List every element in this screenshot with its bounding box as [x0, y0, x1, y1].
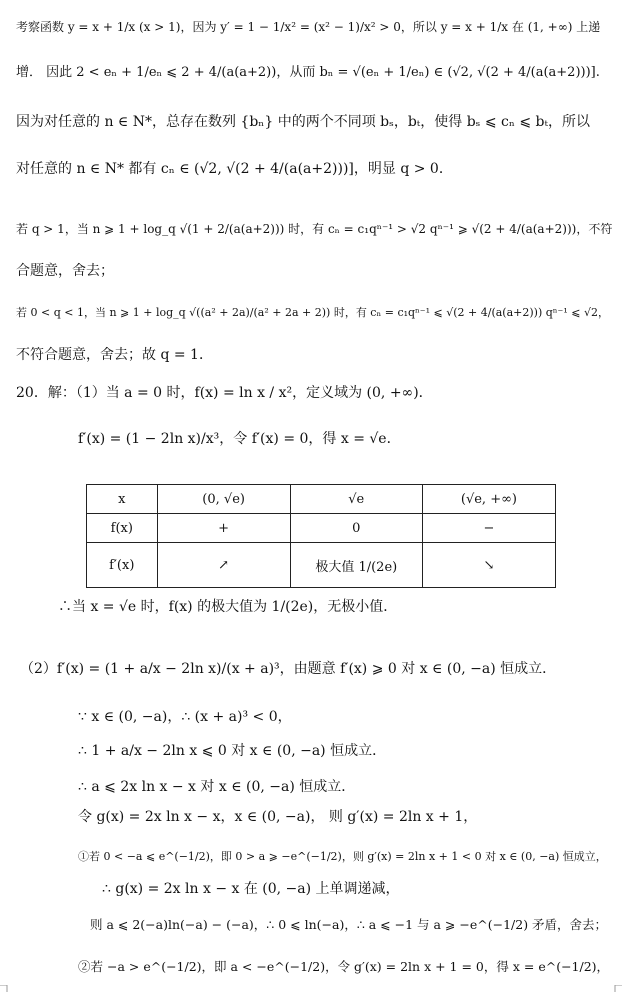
page-corner-mark-right [614, 985, 622, 993]
case-1-line: ①若 0 < −a ⩽ e^(−1/2)，即 0 > a ⩾ −e^(−1/2)，则 g′(x) = 2ln x + 1 < 0 对 x ∈ (0, −a) 恒成立， [78, 850, 607, 863]
text-line-7: 若 0 < q < 1，当 n ⩾ 1 + log_q √((a² + 2a)/(a² + 2a + 2)) 时，有 cₙ = c₁qⁿ⁻¹ ⩽ √(2 + 4/(a(a+2))) qⁿ⁻¹ ⩽ √2， [16, 306, 609, 319]
table-cell: ↗ [157, 543, 290, 588]
text-line-2: 增． 因此 2 < eₙ + 1/eₙ ⩽ 2 + 4/(a(a+2))，从而 bₙ = √(eₙ + 1/eₙ) ∈ (√2, √(2 + 4/(a(a+2)))]. [16, 65, 600, 80]
table-header-cell: √e [290, 485, 422, 514]
table-row [87, 514, 556, 543]
table-cell: + [157, 514, 290, 543]
case-1-monotone-line: ∴ g(x) = 2x ln x − x 在 (0, −a) 上单调递减， [102, 881, 400, 897]
variation-table [86, 484, 556, 588]
text-line-6: 合题意，舍去； [16, 263, 114, 279]
problem-20-heading: 20．解：（1）当 a = 0 时，f(x) = ln x / x²，定义域为 (0, +∞)． [16, 385, 433, 401]
case-1-contradiction-line: 则 a ⩽ 2(−a)ln(−a) − (−a)，∴ 0 ⩽ ln(−a)，∴ a ⩽ −1 与 a ⩾ −e^(−1/2) 矛盾，舍去； [90, 917, 608, 932]
derivative-line: f′(x) = (1 − 2ln x)/x³，令 f′(x) = 0，得 x = √e． [78, 431, 401, 447]
table-header-cell: (0, √e) [157, 485, 290, 514]
table-row [87, 543, 556, 588]
page-corner-mark-left [0, 985, 8, 993]
text-line-p2-1: ∵ x ∈ (0, −a)，∴ (x + a)³ < 0， [78, 709, 292, 725]
text-line-p2-2: ∴ 1 + a/x − 2ln x ⩽ 0 对 x ∈ (0, −a) 恒成立． [78, 743, 387, 759]
text-line-1: 考察函数 y = x + 1/x (x > 1)，因为 y′ = 1 − 1/x² = (x² − 1)/x² > 0，所以 y = x + 1/x 在 (1, +∞) 上递 [16, 20, 601, 34]
table-row [87, 485, 556, 514]
table-cell: ↘ [422, 543, 555, 588]
table-header-cell: x [87, 485, 158, 514]
case-2-line: ②若 −a > e^(−1/2)，即 a < −e^(−1/2)，令 g′(x) = 2ln x + 1 = 0，得 x = e^(−1/2)， [78, 959, 610, 974]
part-2-heading: （2）f′(x) = (1 + a/x − 2ln x)/(x + a)³，由题意 f′(x) ⩾ 0 对 x ∈ (0, −a) 恒成立． [20, 661, 557, 677]
table-cell: − [422, 514, 555, 543]
text-line-5: 若 q > 1，当 n ⩾ 1 + log_q √(1 + 2/(a(a+2))) 时，有 cₙ = c₁qⁿ⁻¹ > √2 qⁿ⁻¹ ⩾ √(2 + 4/(a(a+2)))，不符 [16, 222, 613, 236]
text-line-p2-4: 令 g(x) = 2x ln x − x，x ∈ (0, −a)， 则 g′(x) = 2ln x + 1， [78, 809, 478, 825]
text-line-4: 对任意的 n ∈ N* 都有 cₙ ∈ (√2, √(2 + 4/(a(a+2)))]，明显 q > 0． [16, 161, 453, 177]
table-cell: 0 [290, 514, 422, 543]
text-line-8: 不符合题意，舍去；故 q = 1． [16, 347, 213, 363]
conclusion-line: ∴当 x = √e 时，f(x) 的极大值为 1/(2e)，无极小值． [58, 599, 398, 615]
text-line-p2-3: ∴ a ⩽ 2x ln x − x 对 x ∈ (0, −a) 恒成立． [78, 779, 356, 795]
table-header-cell: (√e, +∞) [422, 485, 555, 514]
table-cell: f′(x) [87, 543, 158, 588]
table-cell: 极大值 1/(2e) [290, 543, 422, 588]
text-line-3: 因为对任意的 n ∈ N*，总存在数列 {bₙ} 中的两个不同项 bₛ，bₜ，使得 bₛ ⩽ cₙ ⩽ bₜ，所以 [16, 114, 590, 130]
table-cell: f(x) [87, 514, 158, 543]
